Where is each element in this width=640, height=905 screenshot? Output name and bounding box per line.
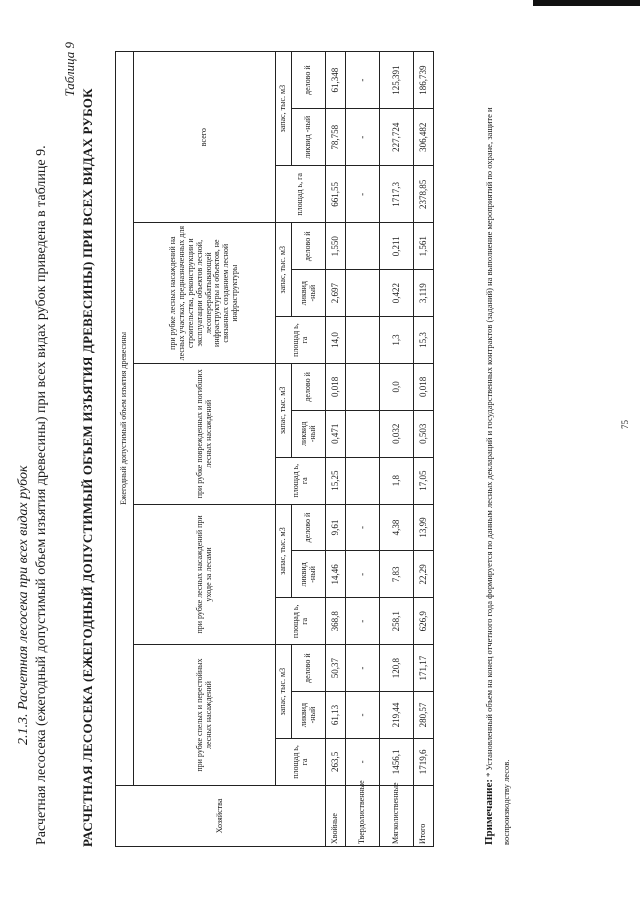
value-cell: 1719,6	[414, 738, 434, 785]
col-stock: запас, тыс. м3	[276, 52, 292, 166]
farm-header: Хозяйства	[116, 785, 326, 846]
value-cell: 306,482	[414, 109, 434, 166]
value-cell: 280,57	[414, 692, 434, 739]
value-cell	[346, 410, 380, 457]
value-cell: 50,37	[326, 645, 346, 692]
value-cell: 626,9	[414, 598, 434, 645]
note-text: * Установленный объем на конец отчетного года формируется по данным лесных деклараций и государственных контрактов (заданий) на выполнение мероприятий по охране, защите и воспроизводству лесов.	[484, 107, 511, 845]
col-business: делово й	[292, 223, 326, 270]
col-stock: запас, тыс. м3	[276, 645, 292, 739]
value-cell: 125,391	[380, 52, 414, 109]
group-header-total: всего	[134, 52, 276, 223]
col-liquid: ликвид -ный	[292, 692, 326, 739]
value-cell: 1,561	[414, 223, 434, 270]
value-cell: 13,99	[414, 504, 434, 551]
col-area: площад ь, га	[276, 598, 326, 645]
col-area: площад ь, га	[276, 166, 326, 223]
value-cell: 2378,85	[414, 166, 434, 223]
value-cell: 1,3	[380, 317, 414, 364]
value-cell: 14,0	[326, 317, 346, 364]
value-cell: 0,0	[380, 363, 414, 410]
col-liquid: ликвид -ный	[292, 270, 326, 317]
value-cell: -	[346, 504, 380, 551]
value-cell: -	[346, 598, 380, 645]
col-business: делово й	[292, 363, 326, 410]
col-stock: запас, тыс. м3	[276, 363, 292, 457]
table-body	[326, 52, 434, 847]
group-header-damaged: при рубке поврежденных и погибших лесных насаждений	[134, 363, 276, 504]
group-header-construction: при рубке лесных насаждений на лесных участках, предназначенных для строительства, реконструкции и эксплуатации объектов лесной, лесоперерабатывающей инфраструктуры и объектов, не связанных созданием лесной инфраструктуры	[134, 223, 276, 364]
col-business: делово й	[292, 52, 326, 109]
table-row	[346, 52, 380, 847]
note-label: Примечание:	[483, 778, 495, 845]
value-cell: -	[346, 166, 380, 223]
value-cell: 0,422	[380, 270, 414, 317]
value-cell: 661,55	[326, 166, 346, 223]
value-cell: 2,697	[326, 270, 346, 317]
table-row	[414, 52, 434, 847]
value-cell: 22,29	[414, 551, 434, 598]
table-title: РАСЧЕТНАЯ ЛЕСОСЕКА (ЕЖЕГОДНЫЙ ДОПУСТИМЫЙ ОБЪЕМ ИЗЪЯТИЯ ДРЕВЕСИНЫ) ПРИ ВСЕХ ВИДАХ РУБОК	[80, 88, 95, 847]
col-liquid: ликвид -ный	[292, 551, 326, 598]
col-area: площад ь, га	[276, 457, 326, 504]
value-cell	[346, 223, 380, 270]
value-cell: 1,550	[326, 223, 346, 270]
value-cell: -	[346, 692, 380, 739]
value-cell: 4,38	[380, 504, 414, 551]
value-cell: 171,17	[414, 645, 434, 692]
value-cell: 0,018	[414, 363, 434, 410]
value-cell: 263,5	[326, 738, 346, 785]
value-cell: 0,471	[326, 410, 346, 457]
value-cell: 219,44	[380, 692, 414, 739]
value-cell	[346, 317, 380, 364]
col-business: делово й	[292, 504, 326, 551]
intro-text: Расчетная лесосека (ежегодный допустимый объем изъятия древесины) при всех видах рубок приведена в таблице 9.	[34, 145, 49, 845]
value-cell: -	[346, 551, 380, 598]
value-cell: -	[346, 52, 380, 109]
value-cell: 61,13	[326, 692, 346, 739]
col-liquid: ликвид -ный	[292, 410, 326, 457]
value-cell: 0,503	[414, 410, 434, 457]
value-cell: 78,758	[326, 109, 346, 166]
value-cell	[346, 270, 380, 317]
value-cell: 258,1	[380, 598, 414, 645]
table-label: Таблица 9	[62, 42, 77, 97]
allowable-cut-table	[115, 51, 434, 847]
value-cell: 61,348	[326, 52, 346, 109]
col-area: площад ь, га	[276, 738, 326, 785]
value-cell: 7,83	[380, 551, 414, 598]
value-cell	[346, 457, 380, 504]
table-row	[326, 52, 346, 847]
value-cell: -	[346, 109, 380, 166]
value-cell: 1,8	[380, 457, 414, 504]
value-cell: 186,739	[414, 52, 434, 109]
value-cell: 9,61	[326, 504, 346, 551]
value-cell: 120,8	[380, 645, 414, 692]
top-header: Ежегодный допустимый объем изъятия древесины	[116, 52, 134, 786]
value-cell: 14,46	[326, 551, 346, 598]
value-cell: 15,3	[414, 317, 434, 364]
value-cell: -	[346, 738, 380, 785]
group-header-mature: при рубке спелых и перестойных лесных насаждений	[134, 645, 276, 786]
farm-cell: Мягколиственные	[380, 785, 414, 846]
value-cell: 1717,3	[380, 166, 414, 223]
col-stock: запас, тыс. м3	[276, 504, 292, 598]
page-number: 75	[620, 420, 630, 429]
col-liquid: ликвид -ный	[292, 109, 326, 166]
value-cell: 3,119	[414, 270, 434, 317]
note	[480, 45, 513, 845]
col-stock: запас, тыс. м3	[276, 223, 292, 317]
value-cell: 17,05	[414, 457, 434, 504]
farm-cell: Твердолиственные	[346, 785, 380, 846]
value-cell: 1456,1	[380, 738, 414, 785]
value-cell: 0,032	[380, 410, 414, 457]
farm-cell: Хвойные	[326, 785, 346, 846]
farm-cell: Итого	[414, 785, 434, 846]
table-row	[380, 52, 414, 847]
group-header-care: при рубке лесных насаждений при уходе за лесами	[134, 504, 276, 645]
value-cell: 368,8	[326, 598, 346, 645]
value-cell: -	[346, 645, 380, 692]
value-cell: 0,018	[326, 363, 346, 410]
value-cell: 227,724	[380, 109, 414, 166]
value-cell: 15,25	[326, 457, 346, 504]
col-area: площад ь, га	[276, 317, 326, 364]
value-cell: 0,211	[380, 223, 414, 270]
section-heading: 2.1.3. Расчетная лесосека при всех видах рубок	[16, 465, 31, 745]
col-business: делово й	[292, 645, 326, 692]
value-cell	[346, 363, 380, 410]
